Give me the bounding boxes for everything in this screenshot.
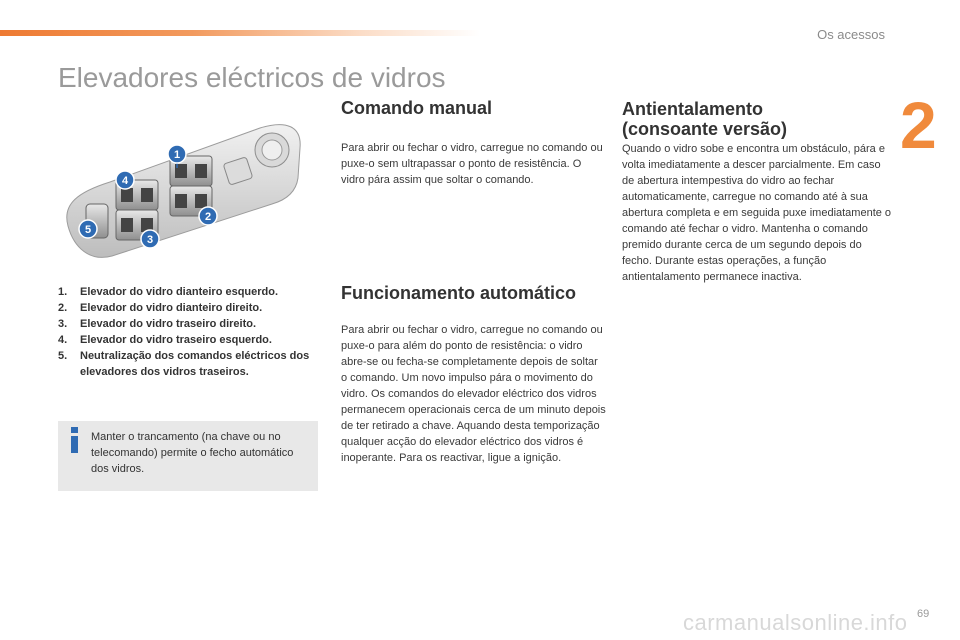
svg-text:1: 1: [173, 149, 181, 161]
legend-item: 3. Elevador do vidro traseiro direito.: [58, 318, 257, 330]
window-switch-panel-figure: [60, 108, 322, 268]
legend-item: 5. Neutralização dos comandos eléctricos dos elevadores dos vidros traseiros.: [58, 350, 310, 378]
callout-5: [79, 220, 97, 238]
info-icon: [68, 427, 82, 453]
heading-manual-control: Comando manual: [341, 98, 493, 118]
svg-text:4: 4: [121, 175, 129, 187]
manual-control-text: Para abrir ou fechar o vidro, carregue no comando ou puxe-o sem ultrapassar o ponto de resistência. O vidro pára assim que soltar o comando.: [341, 142, 603, 186]
section-label: Os acessos: [817, 27, 885, 42]
info-text: Manter o trancamento (na chave ou no telecomando) permite o fecho automático dos vidros.: [91, 431, 294, 475]
page-number: 69: [917, 608, 930, 620]
heading-anti-pinch: Antientalamento (consoante versão): [622, 99, 788, 139]
info-box: [58, 421, 318, 491]
heading-automatic-operation: Funcionamento automático: [341, 283, 577, 303]
callout-4: [116, 171, 134, 189]
figure-legend: [58, 284, 328, 380]
callout-2: [199, 207, 217, 225]
legend-item: 1. Elevador do vidro dianteiro esquerdo.: [58, 286, 279, 298]
legend-item: 2. Elevador do vidro dianteiro direito.: [58, 302, 263, 314]
anti-pinch-text: Quando o vidro sobe e encontra um obstáculo, pára e volta imediatamente a descer parcialmente. Em caso de abertura intempestiva do vidro ao fechar automaticamente, carregue no comando até à sua abertura completa e em seguida puxe imediatamente o comando até fechar o vidro. Mantenha o comando premido durante cerca de um segundo depois do fecho. Durante estas operações, a função antientalamento permanece inactiva.: [622, 143, 892, 283]
legend-item: 4. Elevador do vidro traseiro esquerdo.: [58, 334, 272, 346]
chapter-color-bar: [0, 30, 480, 36]
watermark: carmanualsonline.info: [683, 610, 908, 635]
automatic-operation-text: Para abrir ou fechar o vidro, carregue no comando ou puxe-o para além do ponto de resistência: o vidro abre-se ou fecha-se completamente depois de soltar o comando. Um novo impulso pára o movimento do vidro. Os comandos do elevador eléctrico dos vidros permanecem operacionais cerca de um minuto depois de ter retirado a chave. Aquando desta temporização qualquer acção do elevador eléctrico dos vidros é inoperante. Para os reactivar, ligue a ignição.: [341, 324, 606, 464]
svg-text:5: 5: [84, 224, 92, 236]
svg-text:2: 2: [204, 211, 212, 223]
callout-3: [141, 230, 159, 248]
page-title: Elevadores eléctricos de vidros: [58, 62, 446, 93]
chapter-number: 2: [900, 88, 937, 162]
svg-text:3: 3: [146, 234, 154, 246]
